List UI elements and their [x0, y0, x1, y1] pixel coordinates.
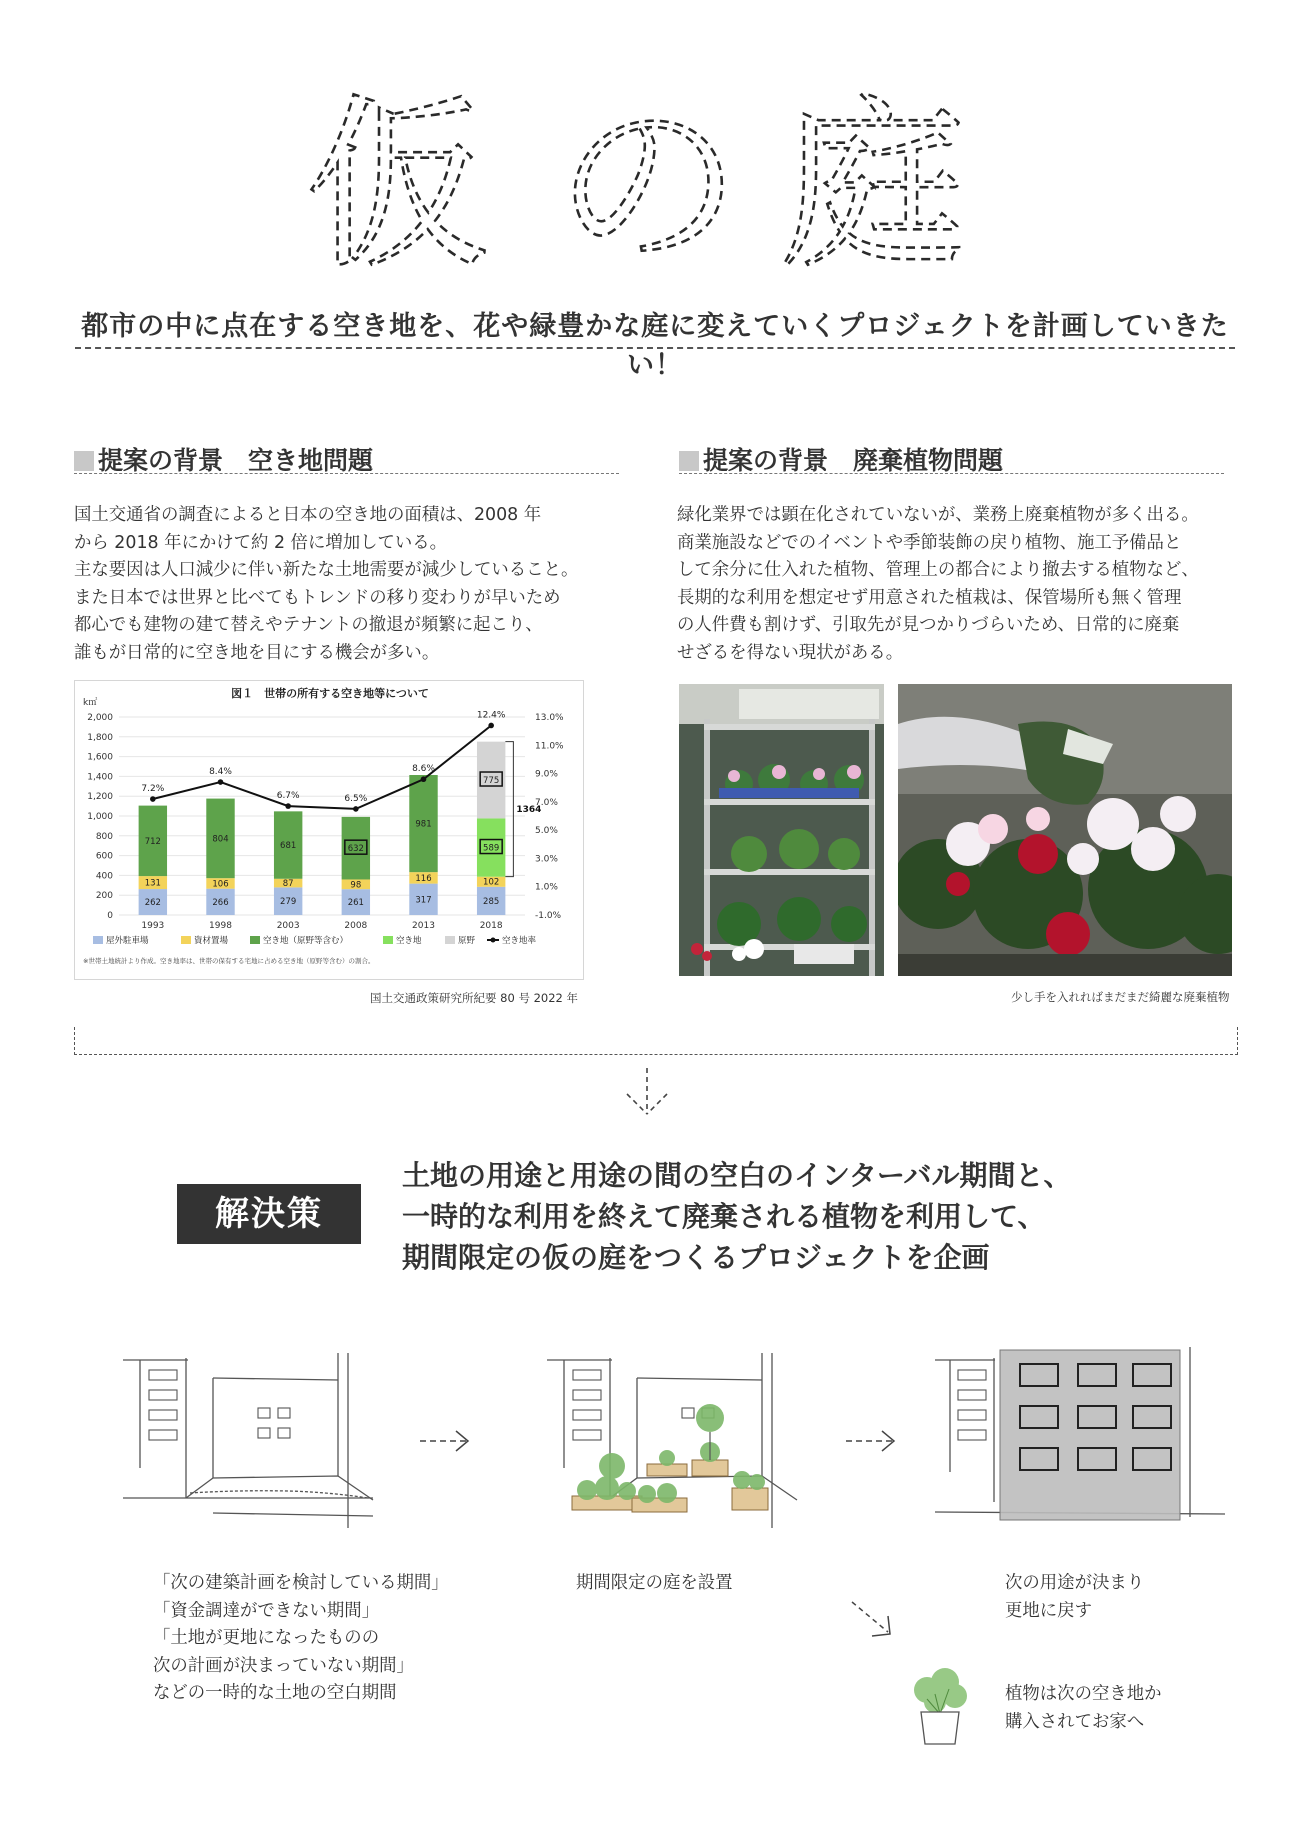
rate-point: [285, 803, 291, 809]
solution-line: 期間限定の仮の庭をつくるプロジェクトを企画: [402, 1241, 990, 1274]
rate-point: [421, 776, 427, 782]
rate-label: 12.4%: [476, 710, 506, 721]
bar-value-label: 266: [212, 897, 229, 908]
y-tick-label: 1,800: [87, 732, 113, 743]
vacant-land-chart: [74, 680, 584, 980]
chart-title: 図１ 世帯の所有する空き地等について: [231, 687, 429, 700]
y2-tick-label: 1.0%: [535, 882, 558, 893]
text-line: 誰もが日常的に空き地を目にする機会が多い。: [74, 642, 440, 663]
legend-swatch: [383, 936, 393, 944]
x-tick-label: 1998: [209, 921, 232, 931]
chart-note: ※世帯土地統計より作成。空き地率は、世帯の保有する宅地に占める空き地（原野等含む）の割合。: [83, 957, 375, 965]
rate-label: 8.6%: [412, 764, 435, 775]
y-tick-label: 600: [95, 851, 113, 862]
legend-swatch: [250, 936, 260, 944]
step3-caption: [1005, 1570, 1144, 1625]
empty-lot-sketch: [118, 1348, 378, 1528]
legend-label: 空き地（原野等含む）: [263, 936, 349, 946]
rate-label: 6.7%: [276, 791, 300, 802]
caption-line: 更地に戻す: [1005, 1600, 1092, 1621]
chart-unit-label: k㎡: [83, 698, 98, 708]
caption-line: 次の用途が決まり: [1005, 1573, 1145, 1593]
bar-value-label: 317: [415, 895, 432, 906]
rate-point: [150, 796, 156, 802]
bar-value-label: 262: [144, 898, 161, 909]
caption-line: 「資金調達ができない期間」: [153, 1600, 380, 1621]
legend-label: 空き地率: [502, 936, 537, 946]
caption-line: などの一時的な土地の空白期間: [153, 1683, 397, 1703]
section-divider: [74, 473, 619, 474]
y-tick-label: 2,000: [87, 713, 113, 723]
down-arrow-icon: [622, 1066, 672, 1118]
bar-value-label: 804: [212, 834, 229, 845]
heading-square-icon: [679, 451, 699, 471]
rate-point: [353, 806, 359, 812]
legend-marker: [491, 938, 496, 943]
y2-tick-label: 13.0%: [535, 713, 564, 723]
caption-line: 植物は次の空き地か: [1005, 1684, 1162, 1704]
caption-line: 期間限定の庭を設置: [576, 1573, 733, 1593]
text-line: 長期的な利用を想定せず用意された植栽は、保管場所も無く管理: [677, 587, 1182, 608]
caption-line: 「次の建築計画を検討している期間」: [153, 1573, 449, 1593]
y-tick-label: 800: [95, 831, 113, 842]
x-tick-label: 1993: [141, 921, 165, 931]
y2-tick-label: 11.0%: [535, 741, 564, 752]
y2-tick-label: 5.0%: [535, 826, 558, 837]
section-bracket: [74, 1027, 1238, 1055]
solution-label: 解決策: [177, 1184, 361, 1244]
text-line: から 2018 年にかけて約 2 倍に増加している。: [74, 532, 448, 553]
discarded-plants-photo: [898, 684, 1232, 976]
bar-value-label: 116: [415, 873, 432, 884]
callout-brace: [505, 742, 513, 877]
bar-value-label: 981: [415, 819, 432, 830]
bar-value-label: 87: [282, 879, 294, 890]
bar-value-label: 98: [350, 880, 362, 891]
chart-svg: [75, 681, 585, 981]
chart-source: 国土交通政策研究所紀要 80 号 2022 年: [370, 991, 579, 1005]
new-building-sketch: [930, 1342, 1230, 1542]
photo-caption: 少し手を入れればまだまだ綺麗な廃棄植物: [1011, 990, 1230, 1004]
step2-caption: [576, 1570, 733, 1598]
title-char-2: の: [555, 77, 742, 280]
text-line: 商業施設などでのイベントや季節装飾の戻り植物、施工予備品と: [677, 532, 1182, 553]
rate-label: 7.2%: [141, 784, 165, 795]
legend-swatch: [445, 936, 455, 944]
heading-square-icon: [74, 451, 94, 471]
potted-plant-icon: [905, 1664, 975, 1748]
section-heading-plant-waste: [679, 441, 1003, 477]
caption-line: 「土地が更地になったものの: [153, 1628, 380, 1648]
title-svg: [0, 60, 1300, 280]
diagonal-arrow-icon: [848, 1598, 896, 1640]
y2-tick-label: -1.0%: [535, 911, 562, 921]
y-tick-label: 200: [95, 891, 113, 902]
section-heading-text: 提案の背景 空き地問題: [98, 446, 374, 475]
plant-waste-text: [677, 502, 1199, 667]
bar-value-label: 775: [483, 776, 500, 787]
legend-label: 屋外駐車場: [106, 936, 149, 946]
rate-point: [488, 723, 494, 729]
caption-line: 購入されてお家へ: [1005, 1711, 1145, 1732]
bar-value-label: 681: [280, 841, 297, 852]
legend-label: 資材置場: [194, 936, 229, 946]
bar-value-label: 106: [212, 879, 229, 890]
legend-label: 空き地: [396, 936, 422, 946]
right-arrow-icon: [418, 1426, 474, 1456]
text-line: また日本では世界と比べてもトレンドの移り変わりが早いため: [74, 587, 561, 608]
solution-line: 一時的な利用を終えて廃棄される植物を利用して、: [402, 1200, 1046, 1233]
right-arrow-icon: [844, 1426, 900, 1456]
solution-text: [402, 1155, 1071, 1278]
title-char-1: 仮: [305, 77, 492, 280]
y-tick-label: 1,200: [87, 792, 113, 803]
text-line: 緑化業界では顕在化されていないが、業務上廃棄植物が多く出る。: [677, 505, 1199, 525]
bar-value-label: 712: [144, 836, 161, 847]
callout-total-label: 1364: [516, 805, 542, 816]
text-line: して余分に仕入れた植物、管理上の都合により撤去する植物など、: [677, 560, 1199, 580]
solution-line: 土地の用途と用途の間の空白のインターバル期間と、: [402, 1159, 1072, 1192]
y-tick-label: 0: [107, 911, 113, 921]
bar-value-label: 279: [280, 897, 297, 908]
rate-label: 6.5%: [344, 793, 368, 804]
legend-label: 原野: [458, 936, 476, 946]
temporary-garden-sketch: [542, 1348, 802, 1528]
y-tick-label: 1,400: [87, 772, 113, 783]
y-tick-label: 400: [95, 871, 113, 882]
y2-tick-label: 3.0%: [535, 854, 558, 865]
rate-label: 8.4%: [209, 767, 232, 778]
bar-value-label: 632: [347, 844, 364, 855]
text-line: せざるを得ない現状がある。: [677, 642, 904, 663]
step1-caption: [153, 1570, 449, 1708]
bar-value-label: 589: [483, 843, 500, 854]
text-line: 国土交通省の調査によると日本の空き地の面積は、2008 年: [74, 505, 542, 525]
y2-tick-label: 7.0%: [535, 797, 558, 808]
bar-value-label: 131: [144, 878, 161, 889]
bar-value-label: 285: [483, 896, 500, 907]
tagline-divider: [75, 347, 1235, 349]
plant-shelf-illustration: [679, 684, 884, 976]
x-tick-label: 2008: [344, 921, 368, 931]
legend-swatch: [181, 936, 191, 944]
tagline: 都市の中に点在する空き地を、花や緑豊かな庭に変えていくプロジェクトを計画していきたい！: [81, 311, 1229, 381]
y-tick-label: 1,000: [87, 812, 113, 822]
y-tick-label: 1,600: [87, 752, 113, 763]
vacant-land-text: [74, 502, 578, 667]
title-block: [0, 60, 1300, 280]
rate-point: [218, 779, 224, 785]
x-tick-label: 2018: [479, 921, 503, 931]
section-heading-vacant-land: [74, 441, 373, 477]
plant-shelf-photo: [679, 684, 884, 976]
caption-line: 次の計画が決まっていない期間」: [153, 1655, 414, 1676]
section-heading-text: 提案の背景 廃棄植物問題: [703, 446, 1004, 475]
x-tick-label: 2003: [276, 921, 300, 931]
section-divider: [679, 473, 1224, 474]
legend-swatch: [93, 936, 103, 944]
text-line: 都心でも建物の建て替えやテナントの撤退が頻繁に起こり、: [74, 615, 543, 635]
text-line: 主な要因は人口減少に伴い新たな土地需要が減少していること。: [74, 560, 579, 580]
bar-value-label: 102: [483, 877, 500, 888]
discarded-plants-illustration: [898, 684, 1232, 976]
x-tick-label: 2013: [412, 921, 435, 931]
y2-tick-label: 9.0%: [535, 769, 558, 780]
text-line: の人件費も割けず、引取先が見つかりづらいため、日常的に廃棄: [677, 615, 1180, 635]
bar-value-label: 261: [347, 898, 364, 909]
title-char-3: 庭: [780, 77, 967, 280]
step4-caption: [1005, 1681, 1162, 1736]
